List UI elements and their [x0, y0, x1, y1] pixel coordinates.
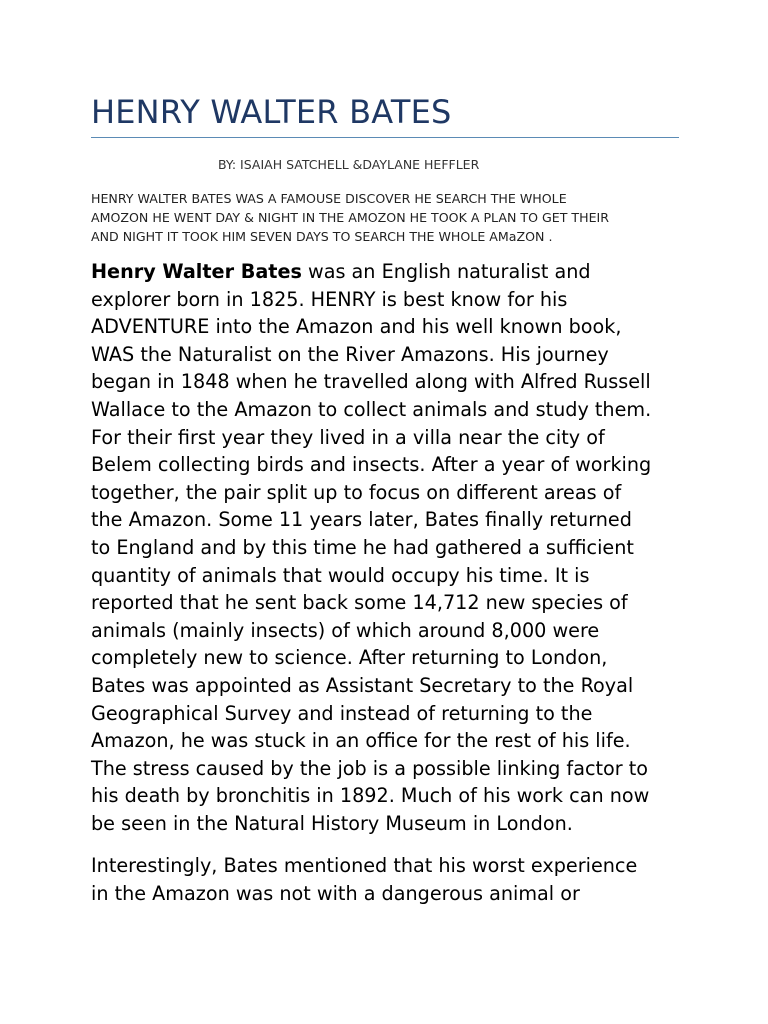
- body-line: be seen in the Natural History Museum in London.: [91, 811, 573, 835]
- body-line: in the Amazon was not with a dangerous animal or: [91, 881, 580, 905]
- body-line: to England and by this time he had gathered a sufficient: [91, 535, 634, 559]
- body-line: [91, 258, 691, 286]
- body-line: For their first year they lived in a villa near the city of: [91, 425, 605, 449]
- summary-line: HENRY WALTER BATES WAS A FAMOUSE DISCOVER HE SEARCH THE WHOLE: [91, 191, 567, 206]
- body-line: together, the pair split up to focus on different areas of: [91, 480, 622, 504]
- body-line: ADVENTURE into the Amazon and his well known book,: [91, 315, 622, 339]
- body-line: quantity of animals that would occupy his time. It is: [91, 563, 590, 587]
- body-line: Wallace to the Amazon to collect animals and study them.: [91, 397, 652, 421]
- subject-name-bold: Henry Walter Bates: [91, 260, 302, 283]
- body-line: the Amazon. Some 11 years later, Bates finally returned: [91, 508, 632, 532]
- body-line: began in 1848 when he travelled along with Alfred Russell: [91, 370, 651, 394]
- body-line: Interestingly, Bates mentioned that his worst experience: [91, 854, 638, 877]
- body-line: The stress caused by the job is a possible linking factor to: [91, 756, 649, 780]
- body-paragraph-2: [91, 852, 691, 907]
- document-title: HENRY WALTER BATES: [91, 93, 452, 131]
- author-byline: BY: ISAIAH SATCHELL &DAYLANE HEFFLER: [218, 157, 480, 172]
- body-line: animals (mainly insects) of which around 8,000 were: [91, 618, 600, 642]
- title-underline-rule: [91, 137, 679, 138]
- summary-paragraph: [91, 189, 681, 246]
- body-line-rest: was an English naturalist and: [301, 260, 591, 283]
- summary-line: AMOZON HE WENT DAY & NIGHT IN THE AMOZON HE TOOK A PLAN TO GET THEIR: [91, 210, 609, 225]
- body-line: reported that he sent back some 14,712 new species of: [91, 591, 628, 615]
- summary-line: AND NIGHT IT TOOK HIM SEVEN DAYS TO SEARCH THE WHOLE AMaZON .: [91, 229, 553, 244]
- body-line: Bates was appointed as Assistant Secretary to the Royal: [91, 673, 634, 697]
- body-paragraph-1: [91, 258, 691, 837]
- body-line: Geographical Survey and instead of returning to the: [91, 701, 593, 725]
- body-line: completely new to science. After returning to London,: [91, 646, 608, 670]
- body-line: his death by bronchitis in 1892. Much of his work can now: [91, 784, 650, 808]
- body-line: WAS the Naturalist on the River Amazons. His journey: [91, 342, 609, 366]
- body-line: explorer born in 1825. HENRY is best know for his: [91, 287, 568, 311]
- body-line: Amazon, he was stuck in an office for the rest of his life.: [91, 729, 631, 753]
- body-line: Belem collecting birds and insects. After a year of working: [91, 453, 652, 477]
